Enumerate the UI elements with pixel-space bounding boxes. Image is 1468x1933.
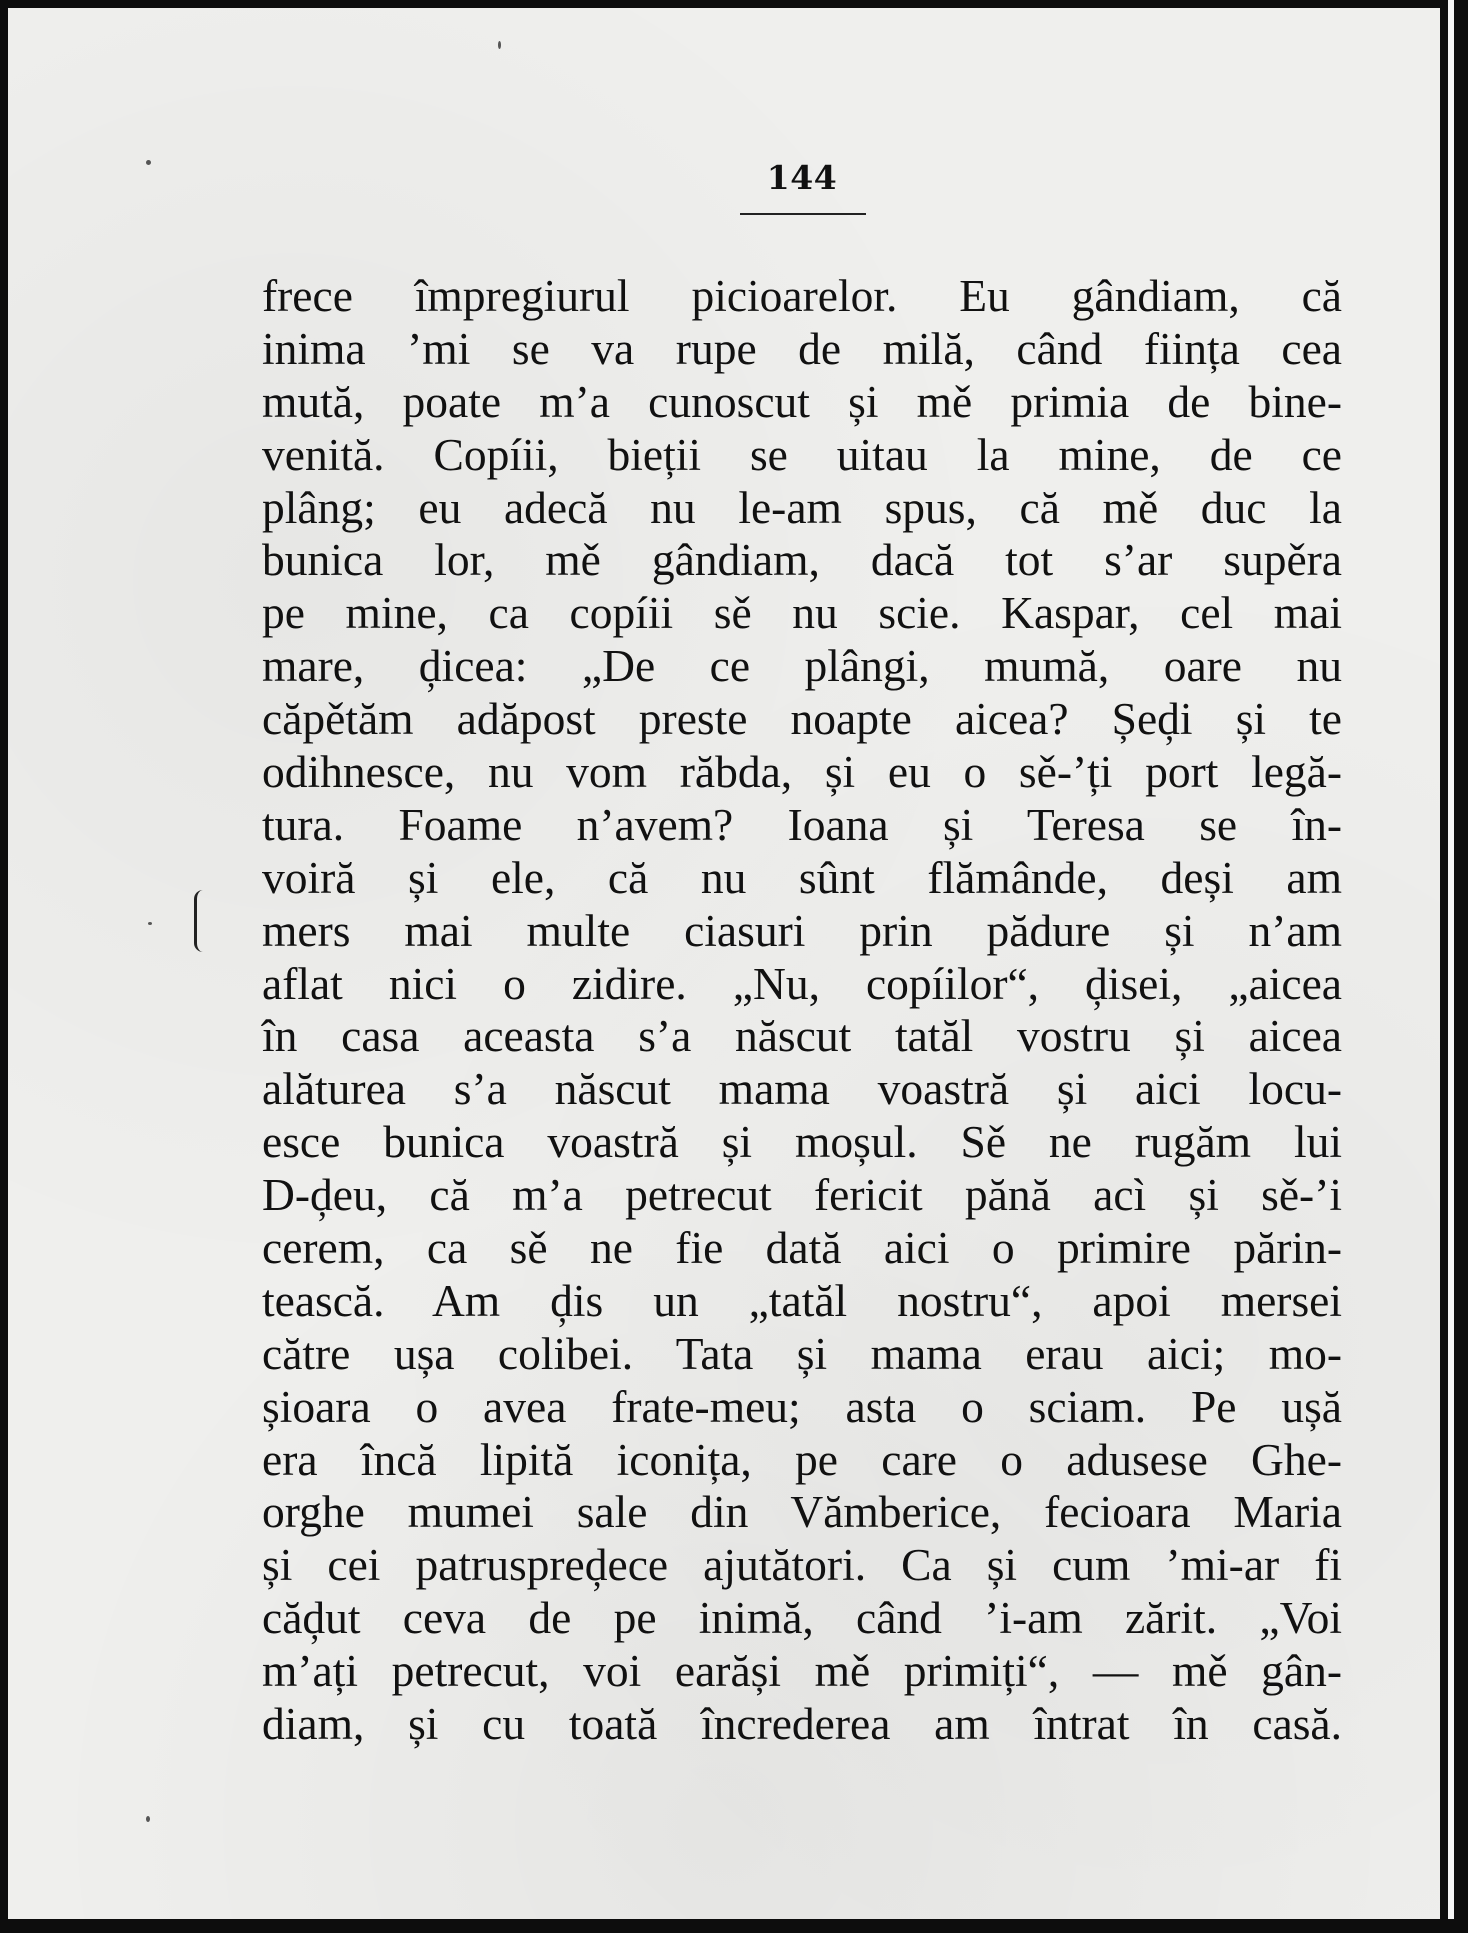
- text-line: către ușa colibei. Tata și mama erau aici; mo-: [262, 1327, 1342, 1379]
- book-page: [8, 8, 1440, 1920]
- text-line: era încă lipită iconița, pe care o adusese Ghe-: [262, 1433, 1342, 1485]
- page-number: 144: [766, 158, 838, 197]
- text-line: în casa aceasta s’a născut tatăl vostru și aicea: [262, 1010, 1342, 1062]
- text-line: pe mine, ca copíii sě nu scie. Kaspar, cel mai: [262, 587, 1342, 639]
- text-line: diam, și cu toată încrederea am întrat în casă.: [262, 1698, 1342, 1750]
- text-line: odihnesce, nu vom răbda, și eu o sě-’ți port legă-: [262, 746, 1342, 798]
- text-line: tească. Am ḑis un „tatăl nostru“, apoi mersei: [262, 1274, 1342, 1326]
- text-line: bunica lor, mě gândiam, dacă tot s’ar supěra: [262, 534, 1342, 586]
- scan-edge-strip: [1448, 0, 1454, 1933]
- text-line: D-ḑeu, că m’a petrecut fericit pănă acì și sě-’i: [262, 1169, 1342, 1221]
- text-line: cerem, ca sě ne fie dată aici o primire părin-: [262, 1222, 1342, 1274]
- text-line: frece împregiurul picioarelor. Eu gândiam, că: [262, 270, 1342, 321]
- scan-right-border: [1440, 0, 1468, 1933]
- page-number-rule: [740, 213, 866, 215]
- text-line: esce bunica voastră și moșul. Sě ne rugăm lui: [262, 1116, 1342, 1168]
- text-line: m’ați petrecut, voi earăși mě primiți“, — mě gân-: [262, 1645, 1342, 1697]
- text-line: șioara o avea frate-meu; asta o sciam. Pe ușă: [262, 1380, 1342, 1432]
- text-line: căḑut ceva de pe inimă, când ’i-am zărit. „Voi: [262, 1592, 1342, 1644]
- body-text: [262, 270, 1342, 1751]
- text-line: mers mai multe ciasuri prin pădure și n’am: [262, 904, 1342, 956]
- text-line: venită. Copíii, bieții se uitau la mine, de ce: [262, 428, 1342, 480]
- text-line: aflat nici o zidire. „Nu, copíilor“, ḑisei, „aicea: [262, 957, 1342, 1009]
- text-line: inima ’mi se va rupe de milă, când ființa cea: [262, 322, 1342, 374]
- text-line: căpětăm adăpost preste noapte aicea? Șeḑi și te: [262, 693, 1342, 745]
- text-line: alăturea s’a născut mama voastră și aici locu-: [262, 1063, 1342, 1115]
- paper-speck: [148, 922, 152, 925]
- text-line: voiră și ele, că nu sûnt flămânde, deși am: [262, 851, 1342, 903]
- paper-speck: [498, 41, 501, 49]
- text-line: mare, ḑicea: „De ce plângi, mumă, oare nu: [262, 640, 1342, 692]
- text-line: și cei patruspreḑece ajutători. Ca și cum ’mi-ar fi: [262, 1539, 1342, 1591]
- text-line: mută, poate m’a cunoscut și mě primia de bine-: [262, 375, 1342, 427]
- text-line: plâng; eu adecă nu le-am spus, că mě duc la: [262, 481, 1342, 533]
- paper-speck: [146, 1816, 150, 1822]
- scan-bottom-border: [0, 1919, 1468, 1933]
- text-line: tura. Foame n’avem? Ioana și Teresa se în-: [262, 798, 1342, 850]
- text-line: orghe mumei sale din Vămberice, fecioara Maria: [262, 1486, 1342, 1538]
- margin-pencil-mark: [194, 890, 203, 952]
- paper-speck: [146, 160, 151, 165]
